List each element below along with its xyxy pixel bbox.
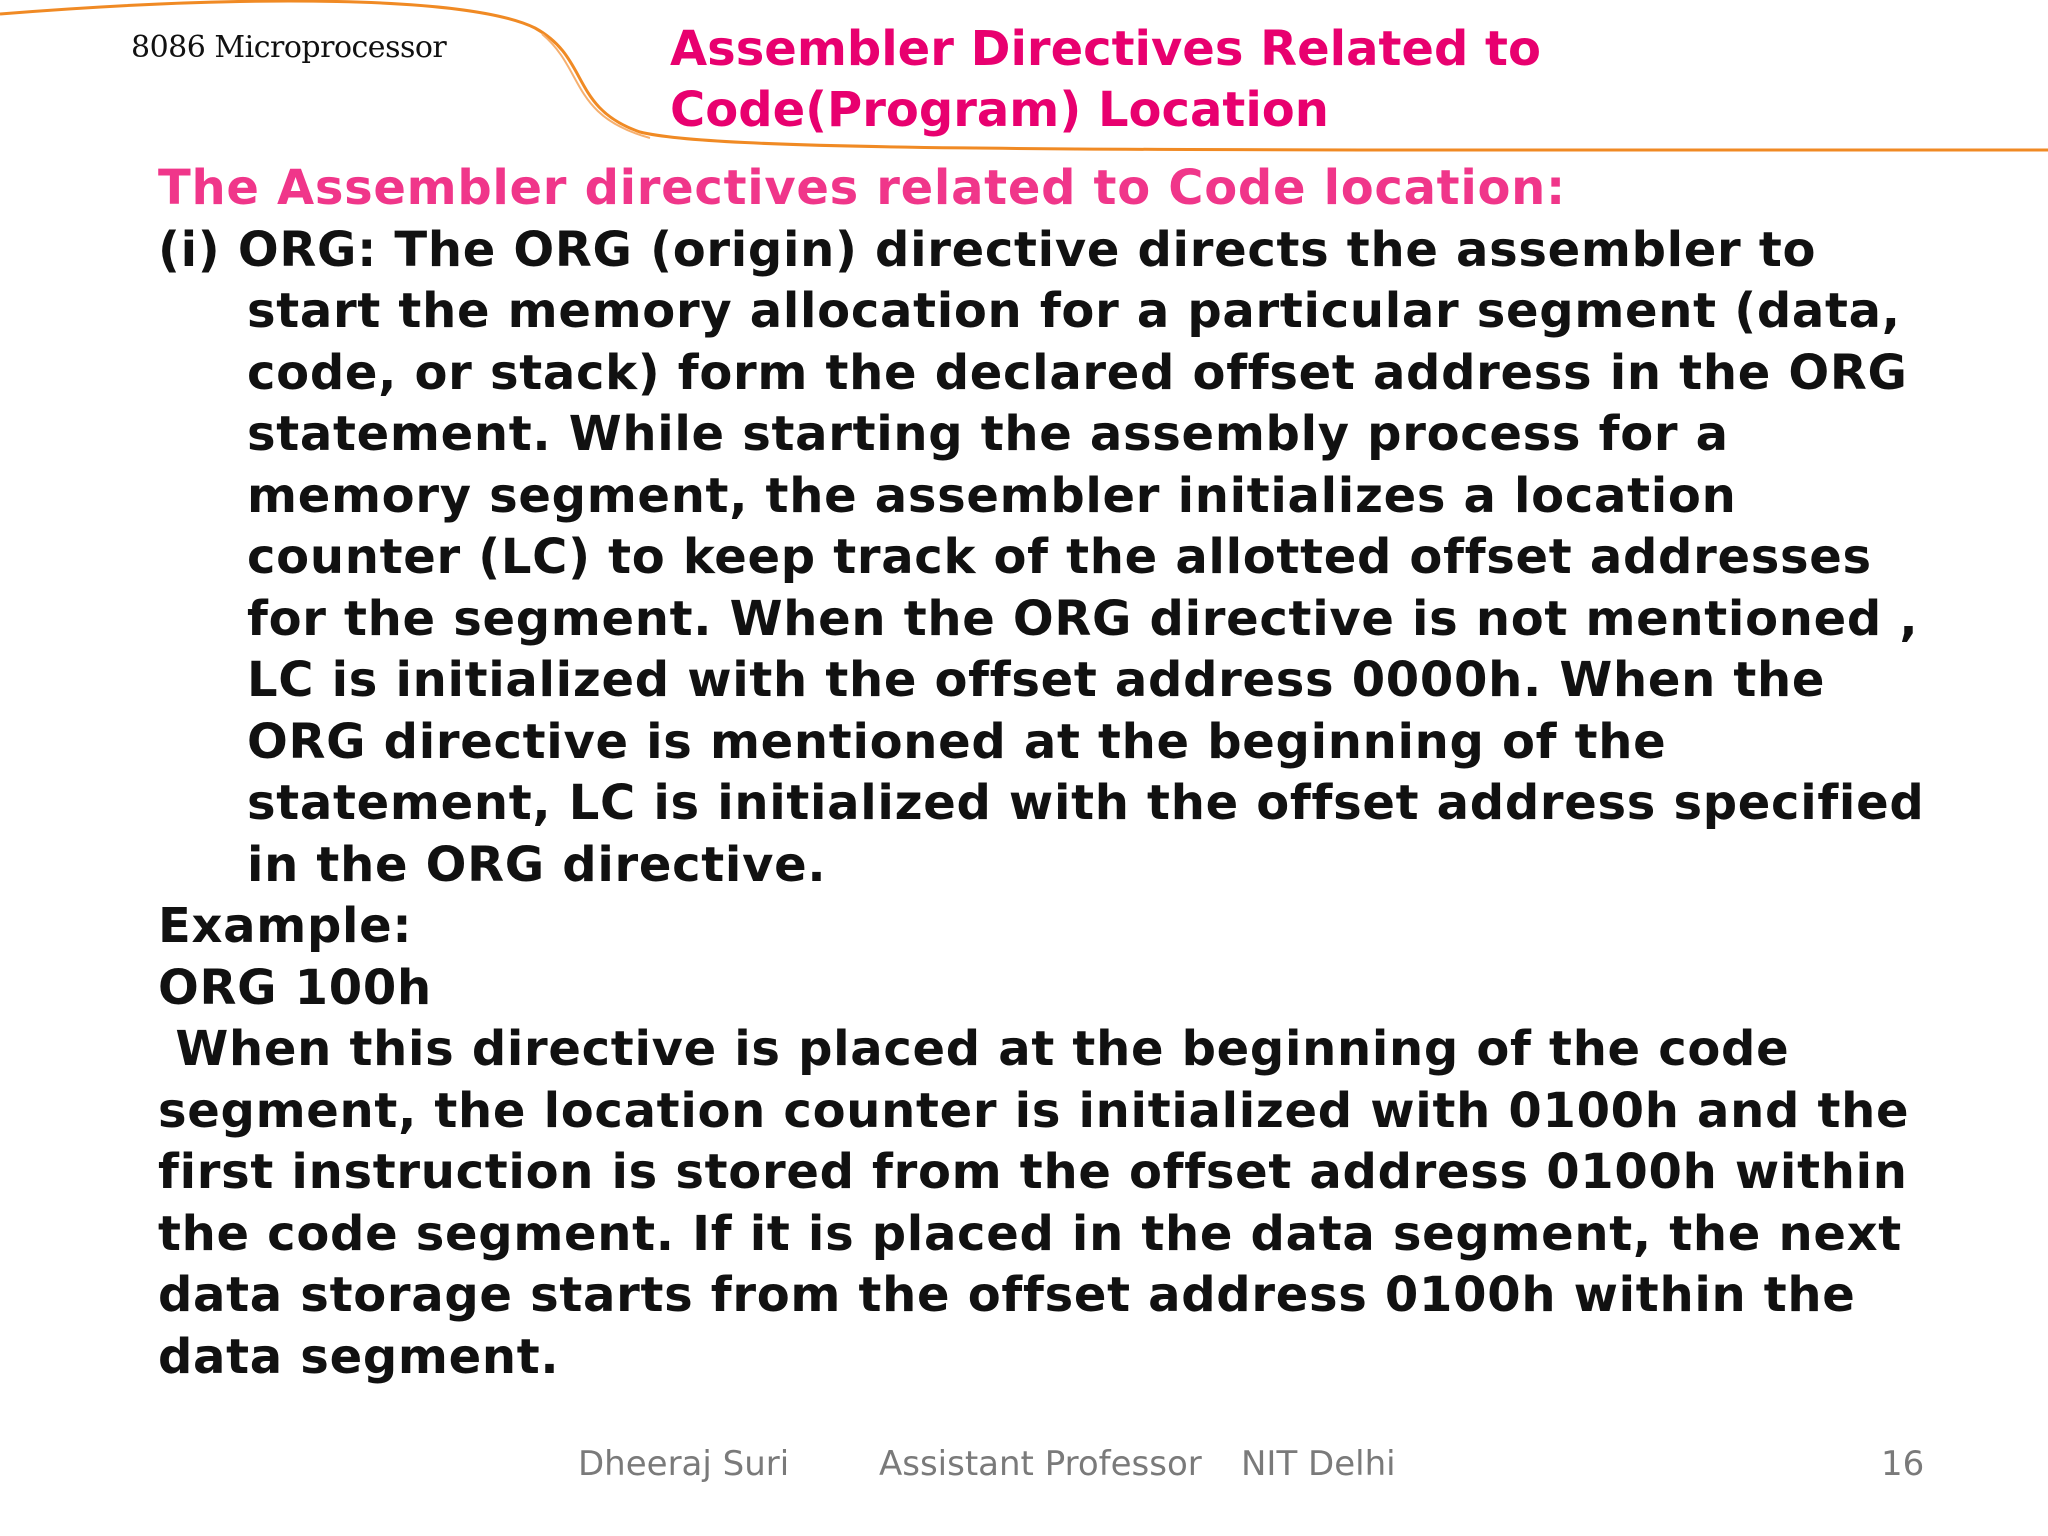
org-directive-item [158, 220, 2018, 897]
section-subheading: The Assembler directives related to Code location: [158, 160, 1566, 216]
item-line: (i) ORG: The ORG (origin) directive directs the assembler to [158, 221, 1817, 278]
footer-author: Dheeraj Suri [578, 1444, 790, 1484]
example-code: ORG 100h [158, 959, 432, 1016]
explanation-line: segment, the location counter is initialized with 0100h and the [158, 1082, 1910, 1139]
example-explanation [158, 1019, 2018, 1388]
explanation-line: When this directive is placed at the beginning of the code [158, 1021, 1790, 1077]
item-line: ORG directive is mentioned at the beginning of the [247, 713, 1667, 770]
item-line: statement. While starting the assembly process for a [247, 406, 1729, 462]
item-line: in the ORG directive. [247, 836, 827, 893]
item-line: LC is initialized with the offset address 0000h. When the [247, 652, 1826, 708]
explanation-line: data segment. [158, 1328, 560, 1385]
example-label: Example: [158, 898, 413, 954]
explanation-line: data storage starts from the offset address 0100h within the [158, 1267, 1856, 1323]
slide-title [670, 19, 1970, 141]
slide-title-line-2: Code(Program) Location [670, 82, 1329, 138]
page-number: 16 [1881, 1444, 1925, 1484]
slide-title-line-1: Assembler Directives Related to [670, 21, 1541, 77]
item-line: code, or stack) form the declared offset address in the ORG [247, 344, 1908, 401]
item-line: counter (LC) to keep track of the allotted offset addresses [247, 529, 1872, 585]
item-line: memory segment, the assembler initializes a location [247, 467, 1737, 524]
footer-institution: NIT Delhi [1241, 1444, 1396, 1484]
slide-body [158, 158, 2018, 1388]
course-label: 8086 Microprocessor [131, 30, 447, 65]
slide-footer [0, 1444, 2048, 1488]
item-line: statement, LC is initialized with the offset address specified [247, 775, 1925, 831]
item-line: start the memory allocation for a particular segment (data, [247, 283, 1901, 339]
explanation-line: first instruction is stored from the offset address 0100h within [158, 1144, 1908, 1200]
explanation-line: the code segment. If it is placed in the data segment, the next [158, 1205, 1902, 1262]
footer-role: Assistant Professor [879, 1444, 1202, 1484]
item-line: for the segment. When the ORG directive is not mentioned , [247, 590, 1919, 647]
